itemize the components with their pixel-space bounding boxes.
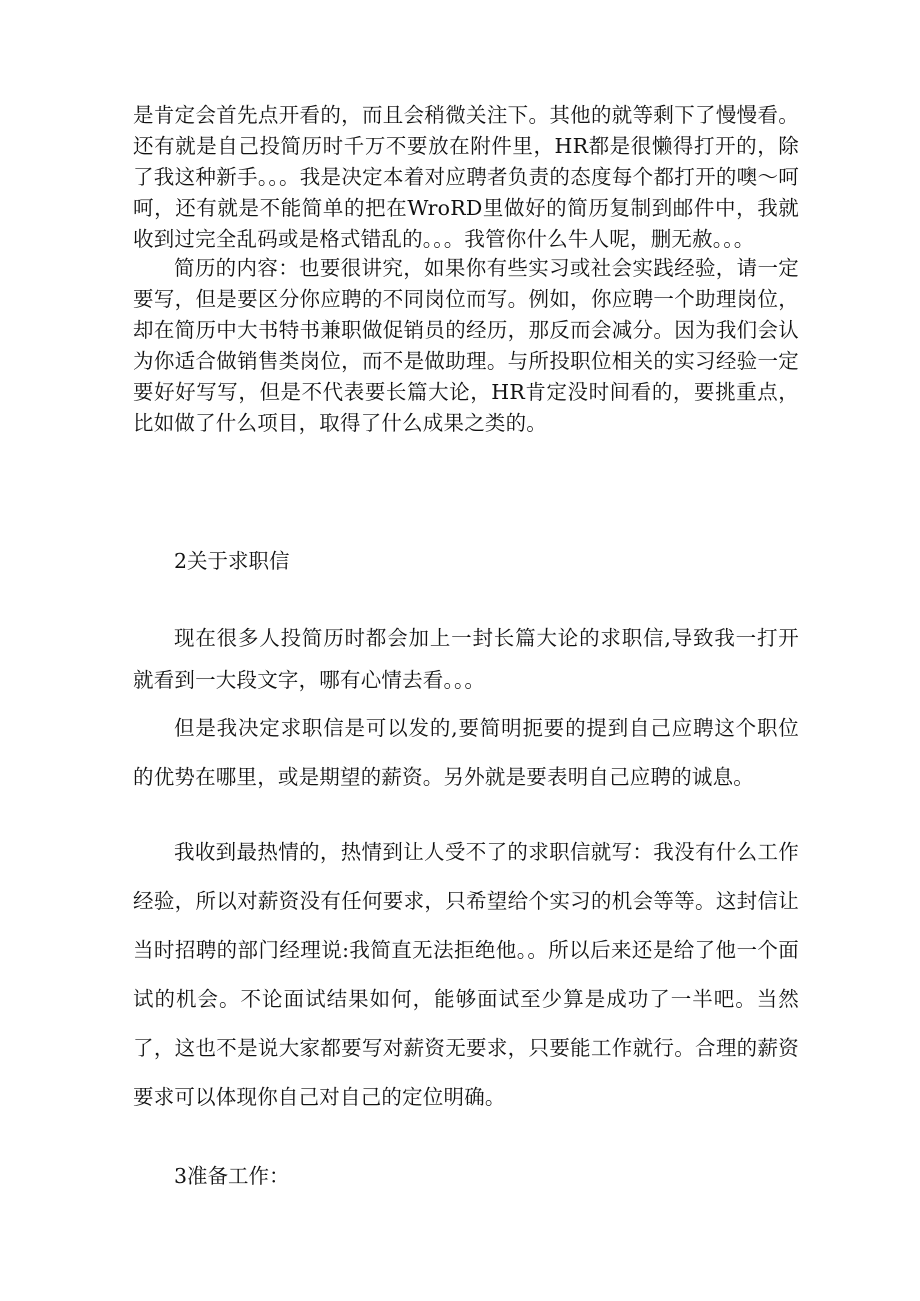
- paragraph-resume-content: 简历的内容：也要很讲究，如果你有些实习或社会实践经验，请一定要写，但是要区分你应聘的不同岗位而写。例如，你应聘一个助理岗位，却在简历中大书特书兼职做促销员的经历，那反而会减分。因为我们会认为你适合做销售类岗位，而不是做助理。与所投职位相关的实习经验一定要好好写写，但是不代表要长篇大论，HR肯定没时间看的，要挑重点，比如做了什么项目，取得了什么成果之类的。: [133, 256, 799, 435]
- section-heading-cover-letter: 2关于求职信: [174, 549, 290, 573]
- paragraph-cover-letter-2: 但是我决定求职信是可以发的,要简明扼要的提到自己应聘这个职位的优势在哪里，或是期望的薪资。另外就是要表明自己应聘的诚息。: [133, 716, 799, 789]
- paragraph-cover-letter-3: 我收到最热情的，热情到让人受不了的求职信就写：我没有什么工作经验，所以对薪资没有任何要求，只希望给个实习的机会等等。这封信让当时招聘的部门经理说:我简直无法拒绝他。。所以后来还是给了他一个面试的机会。不论面试结果如何，能够面试至少算是成功了一半吧。当然了，这也不是说大家都要写对薪资无要求，只要能工作就行。合理的薪资要求可以体现你自己对自己的定位明确。: [133, 840, 799, 1109]
- section-heading-preparation: 3准备工作：: [174, 1164, 290, 1188]
- paragraph-cover-letter-1: 现在很多人投简历时都会加上一封长篇大论的求职信,导致我一打开就看到一大段文字，哪有心情去看。。。: [133, 626, 799, 692]
- paragraph-continuation: 是肯定会首先点开看的，而且会稍微关注下。其他的就等剩下了慢慢看。还有就是自己投简历时千万不要放在附件里，HR都是很懒得打开的，除了我这种新手。。。我是决定本着对应聘者负责的态度每个都打开的噢～呵呵，还有就是不能简单的把在WroRD里做好的简历复制到邮件中，我就收到过完全乱码或是格式错乱的。。。我管你什么牛人呢，删无赦。。。: [133, 103, 799, 251]
